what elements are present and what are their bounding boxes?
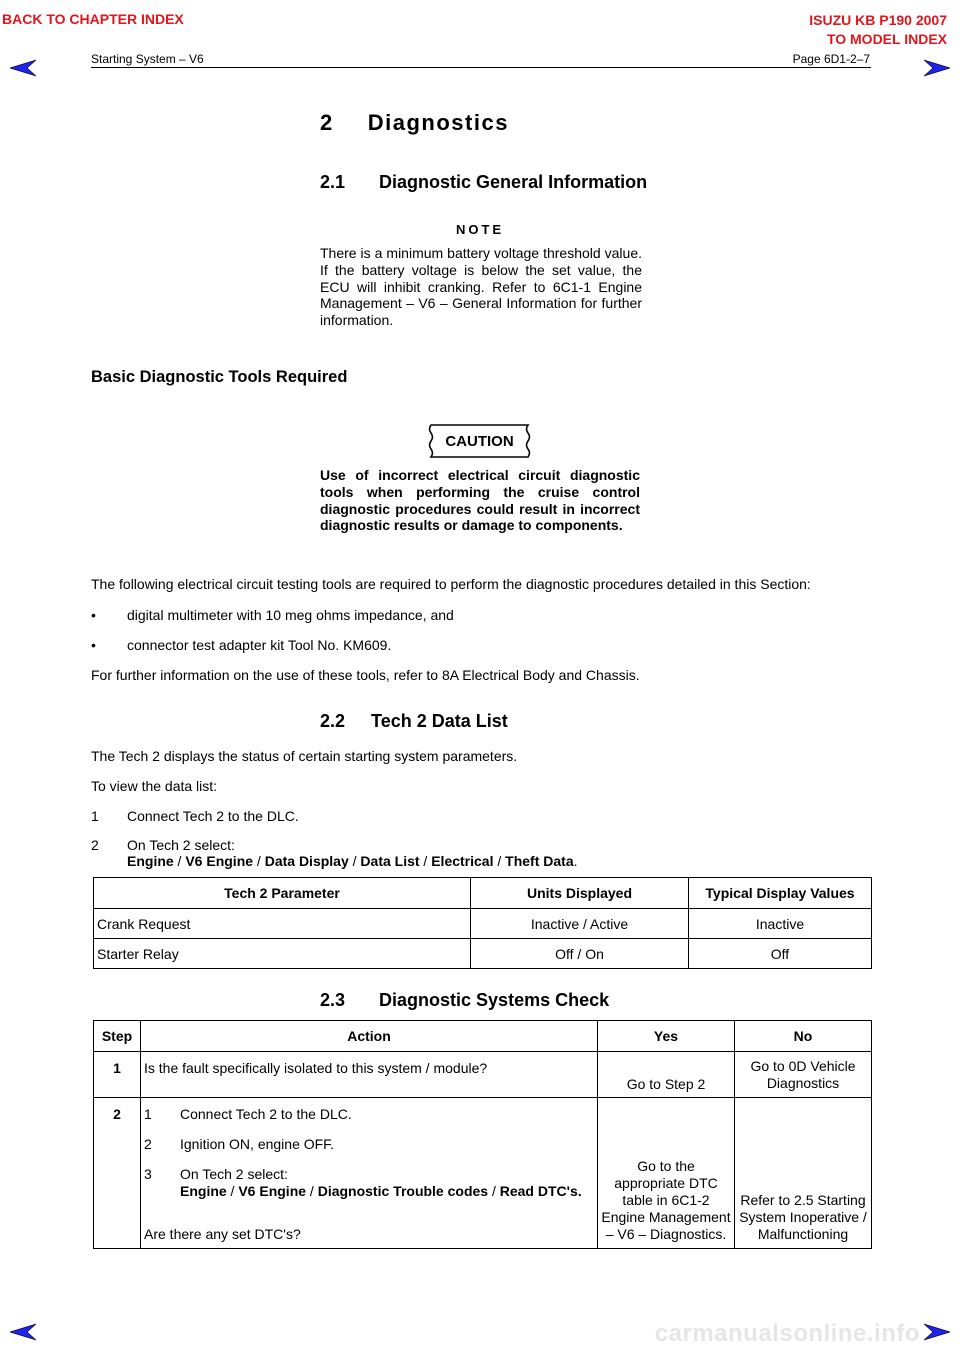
table-header: Typical Display Values	[689, 878, 872, 909]
item-number: 3	[144, 1166, 152, 1182]
bullet-item-1	[91, 607, 454, 624]
table-header-row	[94, 878, 872, 909]
heading-2-3-title: Diagnostic Systems Check	[379, 990, 610, 1010]
heading-2-2-title: Tech 2 Data List	[371, 711, 508, 731]
table-header: Action	[141, 1021, 598, 1052]
diagnostic-systems-check-table	[93, 1020, 872, 1249]
bullet-text-2: connector test adapter kit Tool No. KM609.	[127, 637, 392, 653]
action-menu-path	[144, 1183, 594, 1226]
action-question: Are there any set DTC's?	[144, 1226, 301, 1242]
table-header: Tech 2 Parameter	[94, 878, 471, 909]
path-item: Electrical	[431, 853, 494, 869]
action-item	[144, 1106, 594, 1136]
section-number: 2	[320, 110, 334, 135]
path-sep: /	[226, 1183, 239, 1199]
next-page-arrow-icon-bottom[interactable]	[924, 1323, 950, 1341]
heading-2-1	[320, 172, 647, 193]
path-item: Diagnostic Trouble codes	[317, 1183, 489, 1199]
caution-label: CAUTION	[445, 433, 514, 450]
table-row	[94, 1052, 872, 1098]
step-cell: 2	[94, 1098, 141, 1249]
path-item: Data List	[360, 853, 420, 869]
note-text: There is a minimum battery voltage threshold value. If the battery voltage is below the set value, the ECU will inhibit cranking. Refer to 6C1-1 Engine Management – V6 – General Information for further information.	[320, 245, 642, 329]
tools-footer: For further information on the use of these tools, refer to 8A Electrical Body and Chassis.	[91, 667, 640, 683]
caution-text: Use of incorrect electrical circuit diagnostic tools when performing the cruise control diagnostic procedures could result in incorrect diagnostic results or damage to components.	[320, 467, 640, 534]
table-cell: Inactive	[689, 909, 872, 939]
bullet-dot-icon: •	[91, 607, 96, 623]
path-sep: /	[253, 853, 265, 869]
data-list-intro: The Tech 2 displays the status of certain starting system parameters.	[91, 748, 518, 764]
action-item	[144, 1166, 594, 1183]
header-rule	[91, 67, 871, 68]
next-page-arrow-icon[interactable]	[924, 59, 950, 77]
table-header: Units Displayed	[471, 878, 689, 909]
note-label: NOTE	[455, 222, 505, 237]
previous-page-arrow-icon-bottom[interactable]	[10, 1323, 36, 1341]
action-cell: Is the fault specifically isolated to this system / module?	[141, 1052, 598, 1098]
table-row	[94, 939, 872, 969]
heading-2-2-number: 2.2	[320, 711, 346, 731]
heading-2-3	[320, 990, 609, 1011]
table-cell: Crank Request	[94, 909, 471, 939]
path-item: Data Display	[264, 853, 349, 869]
path-item: Theft Data	[505, 853, 574, 869]
step-number: 1	[91, 808, 99, 824]
step-number: 2	[91, 837, 99, 853]
path-item: V6 Engine	[238, 1183, 307, 1199]
path-item: Engine	[127, 853, 174, 869]
data-list-step-2	[91, 837, 235, 854]
to-model-index: TO MODEL INDEX	[826, 31, 947, 47]
model-index-link[interactable]	[809, 11, 947, 49]
heading-2-3-number: 2.3	[320, 990, 346, 1010]
model-title: ISUZU KB P190 2007	[809, 12, 947, 28]
table-header: Yes	[598, 1021, 735, 1052]
item-text: Connect Tech 2 to the DLC.	[180, 1106, 352, 1122]
heading-2-2	[320, 711, 508, 732]
tech2-data-table	[93, 877, 872, 969]
tools-heading: Basic Diagnostic Tools Required	[91, 368, 348, 386]
table-header: No	[735, 1021, 872, 1052]
yes-cell: Go to Step 2	[598, 1052, 735, 1098]
bullet-dot-icon: •	[91, 637, 96, 653]
data-list-view: To view the data list:	[91, 778, 218, 794]
item-text: On Tech 2 select:	[180, 1166, 288, 1182]
path-item: V6 Engine	[185, 853, 254, 869]
bullet-item-2	[91, 637, 392, 654]
section-heading	[320, 110, 509, 136]
path-item: Engine	[180, 1183, 227, 1199]
heading-2-1-title: Diagnostic General Information	[379, 172, 648, 192]
data-list-step-1	[91, 808, 299, 825]
action-item	[144, 1136, 594, 1166]
item-number: 1	[144, 1106, 152, 1122]
table-cell: Starter Relay	[94, 939, 471, 969]
path-sep: .	[573, 853, 578, 869]
bullet-text-1: digital multimeter with 10 meg ohms impedance, and	[127, 607, 454, 623]
path-sep: /	[306, 1183, 318, 1199]
step-text: Connect Tech 2 to the DLC.	[127, 808, 299, 824]
path-sep: /	[173, 853, 186, 869]
yes-cell: Go to the appropriate DTC table in 6C1-2 Engine Management – V6 – Diagnostics.	[598, 1098, 735, 1249]
table-cell: Off	[689, 939, 872, 969]
previous-page-arrow-icon[interactable]	[10, 59, 36, 77]
no-cell: Go to 0D Vehicle Diagnostics	[735, 1052, 872, 1098]
table-cell: Off / On	[471, 939, 689, 969]
step-cell: 1	[94, 1052, 141, 1098]
tools-intro: The following electrical circuit testing tools are required to perform the diagnostic procedures detailed in this Section:	[91, 576, 811, 592]
header-page-number: Page 6D1-2–7	[792, 52, 870, 66]
step-text: On Tech 2 select:	[127, 837, 235, 853]
watermark: carmanualsonline.info	[654, 1320, 920, 1347]
path-sep: /	[493, 853, 506, 869]
heading-2-1-number: 2.1	[320, 172, 346, 192]
back-to-chapter-index-link[interactable]: BACK TO CHAPTER INDEX	[2, 11, 184, 27]
table-row	[94, 909, 872, 939]
no-cell: Refer to 2.5 Starting System Inoperative / Malfunctioning	[735, 1098, 872, 1249]
path-sep: /	[488, 1183, 500, 1199]
table-row	[94, 1098, 872, 1249]
section-title: Diagnostics	[367, 110, 509, 135]
item-number: 2	[144, 1136, 152, 1152]
path-sep: /	[419, 853, 432, 869]
path-item: Read DTC's.	[499, 1183, 582, 1199]
data-list-menu-path	[127, 853, 578, 870]
table-header: Step	[94, 1021, 141, 1052]
table-header-row	[94, 1021, 872, 1052]
item-text: Ignition ON, engine OFF.	[180, 1136, 335, 1152]
action-cell	[141, 1098, 598, 1249]
path-sep: /	[348, 853, 361, 869]
header-section-title: Starting System – V6	[91, 52, 204, 66]
table-cell: Inactive / Active	[471, 909, 689, 939]
